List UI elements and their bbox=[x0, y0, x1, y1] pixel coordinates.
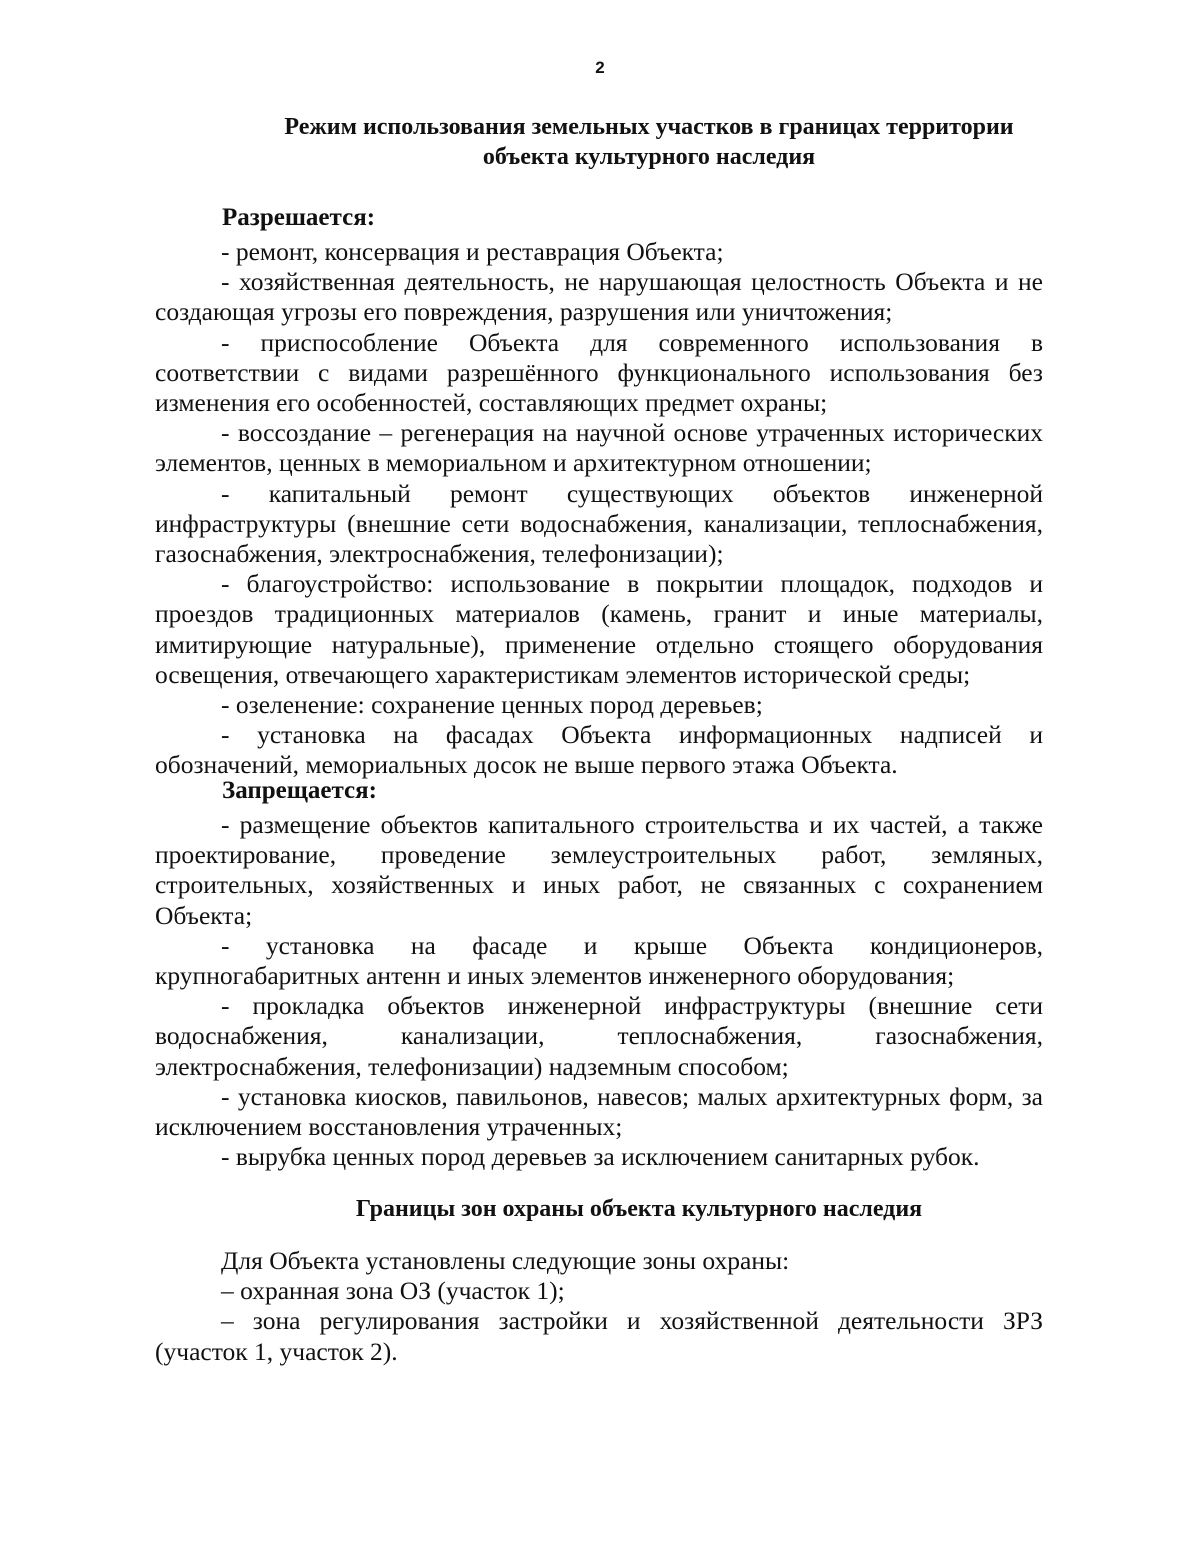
zone-item: – зона регулирования застройки и хозяйственной деятельности ЗРЗ (участок 1, участок 2). bbox=[155, 1306, 1043, 1366]
zone-item: – охранная зона ОЗ (участок 1); bbox=[221, 1276, 565, 1306]
allowed-item: - хозяйственная деятельность, не нарушающая целостность Объекта и не создающая угрозы его повреждения, разрушения или уничтожения; bbox=[155, 267, 1043, 327]
allowed-item: - ремонт, консервация и реставрация Объекта; bbox=[221, 237, 724, 266]
page-number: 2 bbox=[595, 58, 605, 77]
allowed-list bbox=[155, 237, 1043, 781]
allowed-item: - озеленение: сохранение ценных пород деревьев; bbox=[221, 690, 763, 720]
zones-intro: Для Объекта установлены следующие зоны охраны: bbox=[221, 1246, 790, 1275]
section-title-line-1: Режим использования земельных участков в границах территории bbox=[284, 114, 1014, 140]
section-title-line-2: объекта культурного наследия bbox=[482, 144, 816, 170]
section-title bbox=[155, 112, 1043, 172]
forbidden-item: - размещение объектов капитального строительства и их частей, а также проектирование, проведение землеустроительных работ, земляных, строительных, хозяйственных и иных работ, не связанных с сохранением Объекта; bbox=[155, 810, 1043, 930]
forbidden-item: - вырубка ценных пород деревьев за исключением санитарных рубок. bbox=[221, 1142, 980, 1172]
forbidden-heading: Запрещается: bbox=[222, 777, 378, 804]
allowed-item: - установка на фасадах Объекта информационных надписей и обозначений, мемориальных досок не выше первого этажа Объекта. bbox=[155, 720, 1043, 780]
allowed-item: - капитальный ремонт существующих объектов инженерной инфраструктуры (внешние сети водоснабжения, канализации, теплоснабжения, газоснабжения, электроснабжения, телефонизации); bbox=[155, 478, 1043, 569]
forbidden-item: - прокладка объектов инженерной инфраструктуры (внешние сети водоснабжения, канализации, теплоснабжения, газоснабжения, электроснабжения, телефонизации) надземным способом; bbox=[155, 991, 1043, 1081]
zones-title: Границы зон охраны объекта культурного наследия bbox=[355, 1196, 923, 1222]
allowed-item: - приспособление Объекта для современного использования в соответствии с видами разрешённого функционального использования без изменения его особенностей, составляющих предмет охраны; bbox=[155, 327, 1043, 418]
allowed-heading: Разрешается: bbox=[222, 204, 376, 231]
forbidden-list bbox=[155, 810, 1043, 1172]
allowed-item: - воссоздание – регенерация на научной основе утраченных исторических элементов, ценных в мемориальном и архитектурном отношении; bbox=[155, 418, 1043, 478]
forbidden-item: - установка киосков, павильонов, навесов; малых архитектурных форм, за исключением восстановления утраченных; bbox=[155, 1081, 1043, 1142]
allowed-item: - благоустройство: использование в покрытии площадок, подходов и проездов традиционных материалов (камень, гранит и иные материалы, имитирующие натуральные), применение отдельно стоящего оборудования освещения, отвечающего характеристикам элементов исторической среды; bbox=[155, 569, 1043, 689]
forbidden-item: - установка на фасаде и крыше Объекта кондиционеров, крупногабаритных антенн и иных элементов инженерного оборудования; bbox=[155, 930, 1043, 991]
zones-list bbox=[155, 1246, 1043, 1367]
